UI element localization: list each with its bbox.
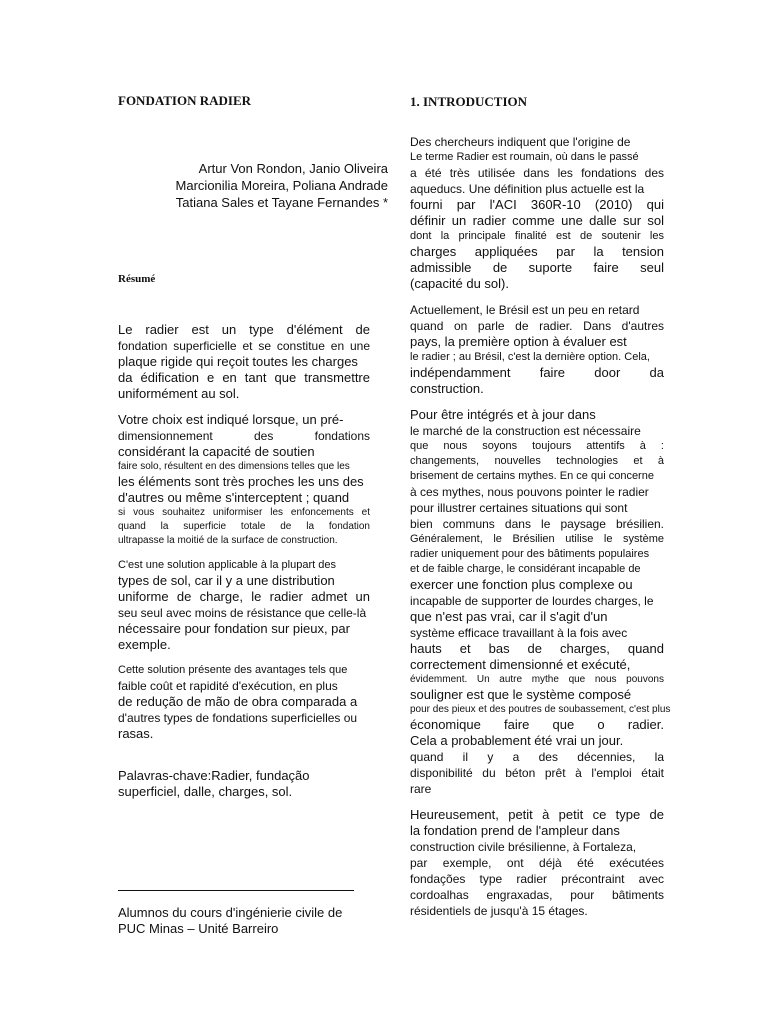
- abstract-body: [118, 322, 370, 800]
- footnote-divider: [118, 890, 354, 891]
- text-line: changements, nouvelles technologies et à: [410, 455, 664, 467]
- text-line: le radier ; au Brésil, c'est la dernière option. Cela,: [410, 351, 650, 363]
- text-line: superficiel, dalle, charges, sol.: [118, 784, 293, 799]
- text-line: (capacité du sol).: [410, 276, 509, 291]
- text-line: système efficace travaillant à la fois avec: [410, 626, 628, 640]
- text-line: par exemple, ont déjà été exécutées: [410, 856, 664, 870]
- text-line: pour illustrer certaines situations qui sont: [410, 501, 628, 515]
- introduction-body: [410, 134, 671, 919]
- text-line: que n'est pas vrai, car il s'agit d'un: [410, 609, 608, 624]
- text-line: quand la superficie totale de la fondation: [118, 521, 370, 532]
- text-line: pour des pieux et des poutres de soubassement, c'est plus: [410, 704, 671, 715]
- text-line: Généralement, le Brésilien utilise le système: [410, 533, 664, 545]
- text-line: Palavras-chave:Radier, fundação: [118, 768, 310, 783]
- paragraph: [118, 768, 370, 800]
- text-line: d'autres types de fondations superficielles ou: [118, 711, 358, 725]
- text-line: construction civile brésilienne, à Fortaleza,: [410, 840, 637, 854]
- text-line: que nous soyons toujours attentifs à :: [410, 440, 664, 452]
- text-line: indépendamment faire door da: [410, 365, 664, 380]
- text-line: uniforme de charge, le radier admet un: [118, 589, 370, 604]
- paragraph: [118, 558, 370, 653]
- text-line: types de sol, car il y a une distribution: [118, 573, 335, 588]
- text-line: de redução de mão de obra comparada a: [118, 694, 358, 709]
- paragraph: [410, 407, 671, 797]
- text-line: dimensionnement des fondations: [118, 429, 370, 443]
- paragraph: [410, 302, 664, 397]
- text-line: et de faible charge, le considérant incapable de: [410, 563, 641, 575]
- text-line: faire solo, résultent en des dimensions telles que les: [118, 461, 350, 472]
- author-line: Tatiana Sales et Tayane Fernandes *: [175, 195, 388, 210]
- text-line: brisement de certains mythes. En ce qui concerne: [410, 470, 654, 482]
- text-line: da édification e en tant que transmettre: [118, 370, 370, 385]
- paragraph-spacer: [118, 548, 370, 558]
- text-line: pays, la première option à évaluer est: [410, 334, 627, 349]
- text-line: Votre choix est indiqué lorsque, un pré-: [118, 412, 344, 427]
- text-line: construction.: [410, 381, 484, 396]
- text-line: fondation superficielle et se constitue en une: [118, 339, 370, 353]
- text-line: fourni par l'ACI 360R-10 (2010) qui: [410, 197, 664, 212]
- text-line: C'est une solution applicable à la plupart des: [118, 559, 336, 571]
- text-line: admissible de suporte faire seul: [410, 260, 664, 275]
- paragraph-spacer: [118, 653, 370, 663]
- text-line: rasas.: [118, 726, 154, 741]
- text-line: Des chercheurs indiquent que l'origine de: [410, 135, 631, 149]
- text-line: dont la principale finalité est de soutenir les: [410, 230, 664, 242]
- text-line: ultrapasse la moitié de la surface de construction.: [118, 535, 338, 546]
- text-line: hauts et bas de charges, quand: [410, 641, 664, 656]
- text-line: considérant la capacité de soutien: [118, 444, 315, 459]
- text-line: nécessaire pour fondation sur pieux, par: [118, 621, 350, 636]
- text-line: correctement dimensionné et exécuté,: [410, 657, 631, 672]
- text-line: résidentiels de jusqu'à 15 étages.: [410, 904, 588, 918]
- text-line: disponibilité du béton prêt à l'emploi était: [410, 766, 664, 780]
- text-line: plaque rigide qui reçoit toutes les charges: [118, 354, 358, 369]
- paragraph: [118, 412, 370, 548]
- page-title: FONDATION RADIER: [118, 93, 252, 108]
- text-line: évidemment. Un autre mythe que nous pouvons: [410, 674, 664, 685]
- text-line: définir un radier comme une dalle sur sol: [410, 213, 664, 228]
- text-line: à ces mythes, nous pouvons pointer le radier: [410, 485, 649, 499]
- text-line: quand il y a des décennies, la: [410, 750, 664, 764]
- authors-block: [118, 160, 388, 211]
- text-line: charges appliquées par la tension: [410, 244, 664, 259]
- text-line: Pour être intégrés et à jour dans: [410, 407, 596, 422]
- text-line: souligner est que le système composé: [410, 687, 632, 702]
- text-line: Actuellement, le Brésil est un peu en retard: [410, 303, 640, 317]
- text-line: seu seul avec moins de résistance que celle-là: [118, 606, 367, 620]
- author-line: Artur Von Rondon, Janio Oliveira: [198, 161, 388, 176]
- text-line: Heureusement, petit à petit ce type de: [410, 807, 664, 822]
- footnote-line: Alumnos du cours d'ingénierie civile de: [118, 905, 343, 920]
- paragraph: [118, 322, 370, 402]
- text-line: uniformément au sol.: [118, 386, 240, 401]
- paragraph-spacer: [410, 797, 664, 807]
- text-line: exercer une fonction plus complexe ou: [410, 577, 633, 592]
- paragraph: [410, 134, 664, 292]
- text-line: quand on parle de radier. Dans d'autres: [410, 319, 664, 333]
- text-line: bien communs dans le paysage brésilien.: [410, 517, 664, 531]
- section-heading-introduction: 1. INTRODUCTION: [410, 94, 528, 109]
- text-line: faible coût et rapidité d'exécution, en plus: [118, 679, 338, 693]
- text-line: la fondation prend de l'ampleur dans: [410, 823, 620, 838]
- author-line: Marcionilia Moreira, Poliana Andrade: [175, 178, 388, 193]
- text-line: aqueducs. Une définition plus actuelle est la: [410, 182, 645, 196]
- text-line: radier uniquement pour des bâtiments populaires: [410, 548, 650, 560]
- text-line: Cela a probablement été vrai un jour.: [410, 733, 624, 748]
- paragraph: [410, 807, 664, 919]
- footnote-line: PUC Minas – Unité Barreiro: [118, 921, 279, 936]
- paragraph: [118, 663, 370, 742]
- text-line: cordoalhas engraxadas, pour bâtiments: [410, 888, 664, 902]
- footnote: [118, 905, 378, 937]
- text-line: le marché de la construction est nécessaire: [410, 424, 641, 438]
- text-line: a été très utilisée dans les fondations des: [410, 166, 664, 180]
- text-line: rare: [410, 782, 432, 796]
- abstract-heading: Résumé: [118, 273, 156, 285]
- paragraph-spacer: [118, 402, 370, 412]
- text-line: les éléments sont très proches les uns des: [118, 474, 364, 489]
- text-line: Le terme Radier est roumain, où dans le passé: [410, 151, 639, 163]
- text-line: Cette solution présente des avantages tels que: [118, 664, 348, 676]
- text-line: économique faire que o radier.: [410, 717, 664, 732]
- text-line: fondações type radier précontraint avec: [410, 872, 664, 886]
- paragraph-spacer: [410, 292, 664, 302]
- text-line: si vous souhaitez uniformiser les enfoncements et: [118, 507, 370, 518]
- text-line: Le radier est un type d'élément de: [118, 322, 370, 337]
- text-line: exemple.: [118, 637, 171, 652]
- text-line: d'autres ou même s'interceptent ; quand: [118, 490, 350, 505]
- paragraph-spacer: [118, 742, 370, 768]
- text-line: incapable de supporter de lourdes charges, le: [410, 594, 654, 608]
- paragraph-spacer: [410, 397, 664, 407]
